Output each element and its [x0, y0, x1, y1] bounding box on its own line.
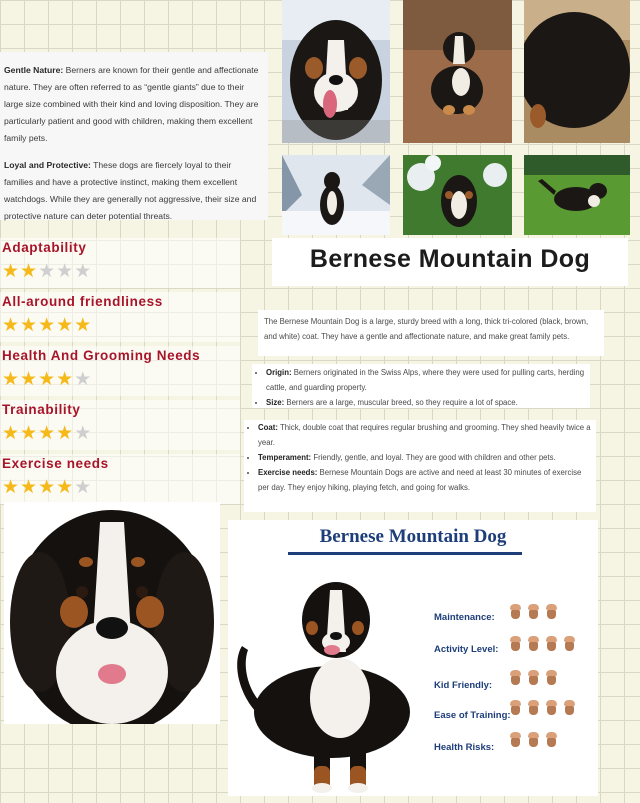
star-filled-icon: ★	[38, 423, 57, 444]
star-filled-icon: ★	[2, 477, 21, 498]
metric-label-training: Ease of Training:	[434, 710, 511, 721]
page-title: Bernese Mountain Dog	[309, 245, 591, 273]
rating-label: Exercise needs	[2, 456, 109, 471]
rating-exercise	[0, 454, 240, 504]
star-rating	[2, 422, 92, 445]
fact-label: Origin:	[266, 368, 292, 377]
fact-coat	[258, 420, 592, 450]
star-empty-icon: ★	[56, 261, 75, 282]
star-filled-icon: ★	[20, 315, 39, 336]
fact-temperament	[258, 450, 592, 465]
traits-card	[0, 52, 268, 220]
star-filled-icon: ★	[56, 315, 75, 336]
fact-label: Temperament:	[258, 453, 312, 462]
star-filled-icon: ★	[38, 369, 57, 390]
fact-label: Coat:	[258, 423, 278, 432]
rating-label: Adaptability	[2, 240, 87, 255]
dog-photo-standing	[228, 562, 428, 796]
star-filled-icon: ★	[20, 369, 39, 390]
paw-rating-activity	[510, 636, 582, 657]
star-filled-icon: ★	[38, 315, 57, 336]
fact-size	[266, 395, 586, 410]
infographic-card	[228, 520, 598, 796]
star-filled-icon: ★	[2, 369, 21, 390]
paw-icon	[510, 670, 521, 686]
fact-text: Friendly, gentle, and loyal. They are good with children and other pets.	[311, 453, 556, 462]
star-filled-icon: ★	[20, 423, 39, 444]
star-filled-icon: ★	[56, 369, 75, 390]
rating-trainability	[0, 400, 240, 450]
dog-photo-closeup	[282, 0, 390, 143]
title-underline	[288, 552, 522, 555]
fact-text: Berners are a large, muscular breed, so they require a lot of space.	[284, 398, 518, 407]
star-filled-icon: ★	[38, 477, 57, 498]
paw-icon	[510, 636, 521, 652]
star-rating	[2, 476, 92, 499]
paw-icon	[528, 732, 539, 748]
paw-icon	[546, 670, 557, 686]
paw-icon	[510, 604, 521, 620]
star-rating	[2, 260, 92, 283]
star-rating	[2, 368, 92, 391]
star-rating	[2, 314, 92, 337]
intro-box	[258, 310, 604, 356]
dog-photo-running	[524, 155, 630, 235]
rating-label: Health And Grooming Needs	[2, 348, 201, 363]
intro-text: The Bernese Mountain Dog is a large, sturdy breed with a long, thick tri-colored (black, brown, and white) coat. They have a gentle and affectionate nature, and make great family pets.	[264, 317, 589, 341]
star-filled-icon: ★	[2, 315, 21, 336]
paw-icon	[510, 732, 521, 748]
dog-photo-snow	[282, 155, 390, 235]
dog-photo-portrait	[4, 502, 220, 724]
paw-icon	[510, 700, 521, 716]
facts-box-coat-temperament	[244, 420, 596, 512]
dog-photo-puppy-field	[403, 0, 512, 143]
rating-friendliness	[0, 292, 240, 342]
paw-icon	[564, 700, 575, 716]
loyal-protective-paragraph	[4, 157, 260, 225]
paw-icon	[546, 732, 557, 748]
gentle-nature-text: Berners are known for their gentle and affectionate nature. They are often referred to as “gentle giants” due to their large size combined with their kind and loving disposition. They are particularly patient and good with children, making them excellent family pets.	[4, 65, 259, 143]
paw-icon	[546, 700, 557, 716]
star-filled-icon: ★	[56, 423, 75, 444]
facts-box-origin-size	[252, 364, 590, 408]
fact-origin	[266, 365, 586, 395]
paw-icon	[564, 636, 575, 652]
paw-icon	[528, 670, 539, 686]
rating-health-grooming	[0, 346, 240, 396]
gentle-nature-label: Gentle Nature:	[4, 65, 64, 75]
title-banner	[272, 238, 628, 286]
paw-icon	[546, 604, 557, 620]
fact-text: Thick, double coat that requires regular brushing and grooming. They shed heavily twice a year.	[258, 423, 591, 447]
paw-rating-kid-friendly	[510, 670, 564, 691]
star-filled-icon: ★	[2, 423, 21, 444]
fact-label: Exercise needs:	[258, 468, 318, 477]
star-empty-icon: ★	[74, 261, 93, 282]
paw-icon	[528, 604, 539, 620]
star-filled-icon: ★	[74, 315, 93, 336]
rating-adaptability	[0, 238, 240, 288]
metric-label-activity: Activity Level:	[434, 644, 499, 655]
metric-label-kid-friendly: Kid Friendly:	[434, 680, 493, 691]
dog-photo-flowers	[403, 155, 512, 235]
infographic-title: Bernese Mountain Dog	[319, 526, 507, 547]
dog-photo-side	[524, 0, 630, 143]
star-filled-icon: ★	[2, 261, 21, 282]
star-empty-icon: ★	[74, 423, 93, 444]
loyal-protective-text: These dogs are fiercely loyal to their families and have a protective instinct, making them excellent watchdogs. While they are generally not aggressive, their size and protective nature can deter potential threats.	[4, 160, 257, 221]
rating-label: All-around friendliness	[2, 294, 163, 309]
loyal-protective-label: Loyal and Protective:	[4, 160, 91, 170]
paw-icon	[528, 636, 539, 652]
paw-rating-training	[510, 700, 582, 721]
fact-label: Size:	[266, 398, 285, 407]
metric-label-maintenance: Maintenance:	[434, 612, 495, 623]
rating-label: Trainability	[2, 402, 81, 417]
star-filled-icon: ★	[20, 261, 39, 282]
paw-rating-health-risks	[510, 732, 564, 753]
star-empty-icon: ★	[74, 477, 93, 498]
fact-text: Bernese Mountain Dogs are active and need at least 30 minutes of exercise per day. They enjoy hiking, playing fetch, and going for walks.	[258, 468, 582, 492]
metric-label-health-risks: Health Risks:	[434, 742, 495, 753]
gentle-nature-paragraph	[4, 62, 260, 147]
star-empty-icon: ★	[38, 261, 57, 282]
paw-rating-maintenance	[510, 604, 564, 625]
fact-text: Berners originated in the Swiss Alps, where they were used for pulling carts, herding cattle, and guarding property.	[266, 368, 585, 392]
paw-icon	[528, 700, 539, 716]
star-empty-icon: ★	[74, 369, 93, 390]
star-filled-icon: ★	[20, 477, 39, 498]
paw-icon	[546, 636, 557, 652]
fact-exercise	[258, 465, 592, 495]
star-filled-icon: ★	[56, 477, 75, 498]
